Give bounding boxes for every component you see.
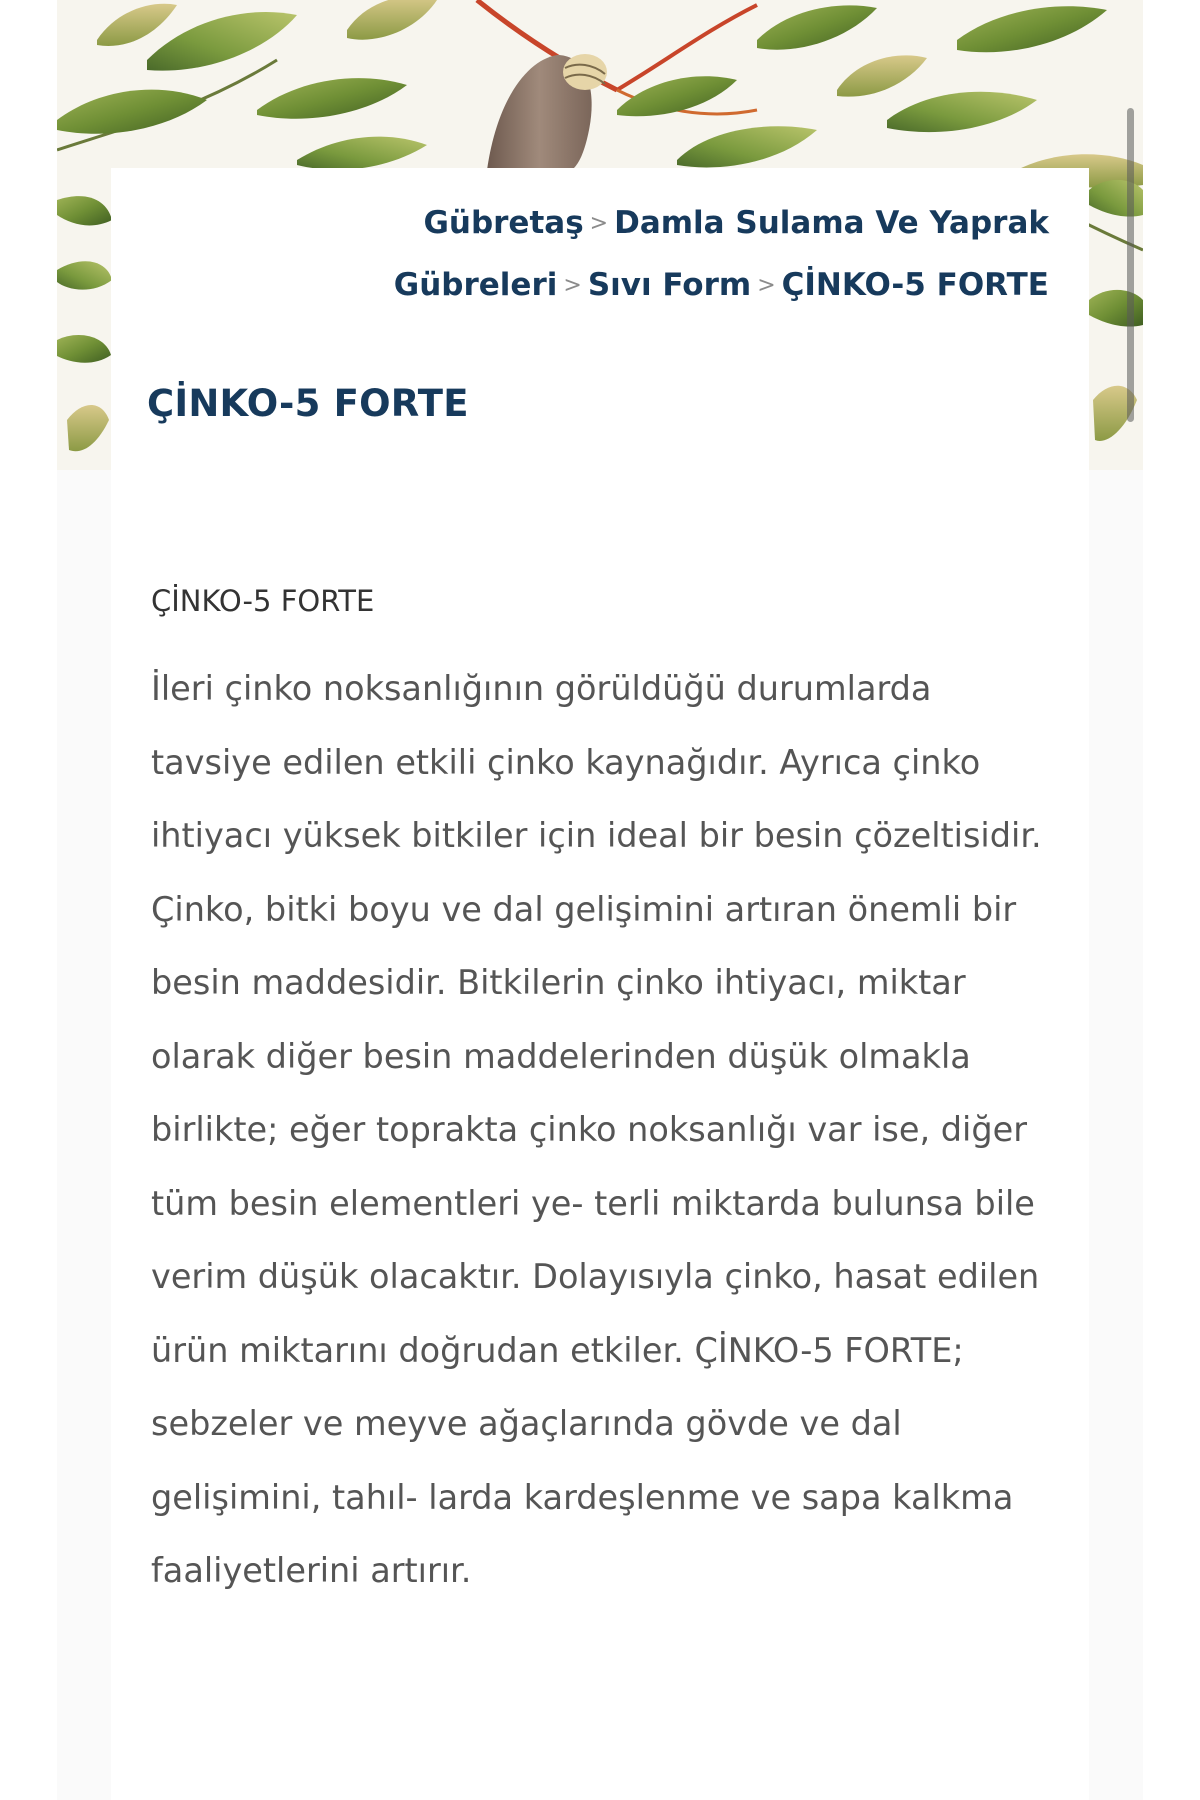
breadcrumb-item-damla-sulama[interactable]: Damla Sulama Ve Yaprak Gübreleri (393, 205, 1049, 303)
breadcrumb-item-current: ÇİNKO-5 FORTE (781, 267, 1049, 303)
scrollbar-thumb[interactable] (1127, 108, 1134, 422)
breadcrumb-separator: > (563, 273, 582, 298)
breadcrumb-item-gubretas[interactable]: Gübretaş (423, 205, 584, 241)
breadcrumb-separator: > (589, 211, 609, 236)
product-description: İleri çinko noksanlığının görüldüğü durumlarda tavsiye edilen etkili çinko kaynağıdır. Ayrıca çinko ihtiyacı yüksek bitkiler için ideal bir besin çözeltisidir. Çinko, bitki boyu ve dal gelişimini artıran önemli bir besin maddesidir. Bitkilerin çinko ihtiyacı, miktar olarak diğer besin maddelerinden düşük olmakla birlikte; eğer toprakta çinko noksanlığı var ise, diğer tüm besin elementleri ye- terli miktarda bulunsa bile verim düşük olacaktır. Dolayısıyla çinko, hasat edilen ürün miktarını doğrudan etkiler. ÇİNKO-5 FORTE; sebzeler ve meyve ağaçlarında gövde ve dal gelişimini, tahıl- larda kardeşlenme ve sapa kalkma faaliyetlerini artırır. (151, 669, 1042, 1590)
breadcrumb-separator: > (757, 273, 776, 298)
content-card (111, 168, 1089, 1800)
breadcrumb (169, 194, 1049, 318)
product-name: ÇİNKO-5 FORTE (151, 584, 375, 618)
breadcrumb-item-sivi-form[interactable]: Sıvı Form (587, 267, 752, 303)
page-title: ÇİNKO-5 FORTE (147, 382, 469, 425)
page-frame (57, 0, 1143, 1800)
